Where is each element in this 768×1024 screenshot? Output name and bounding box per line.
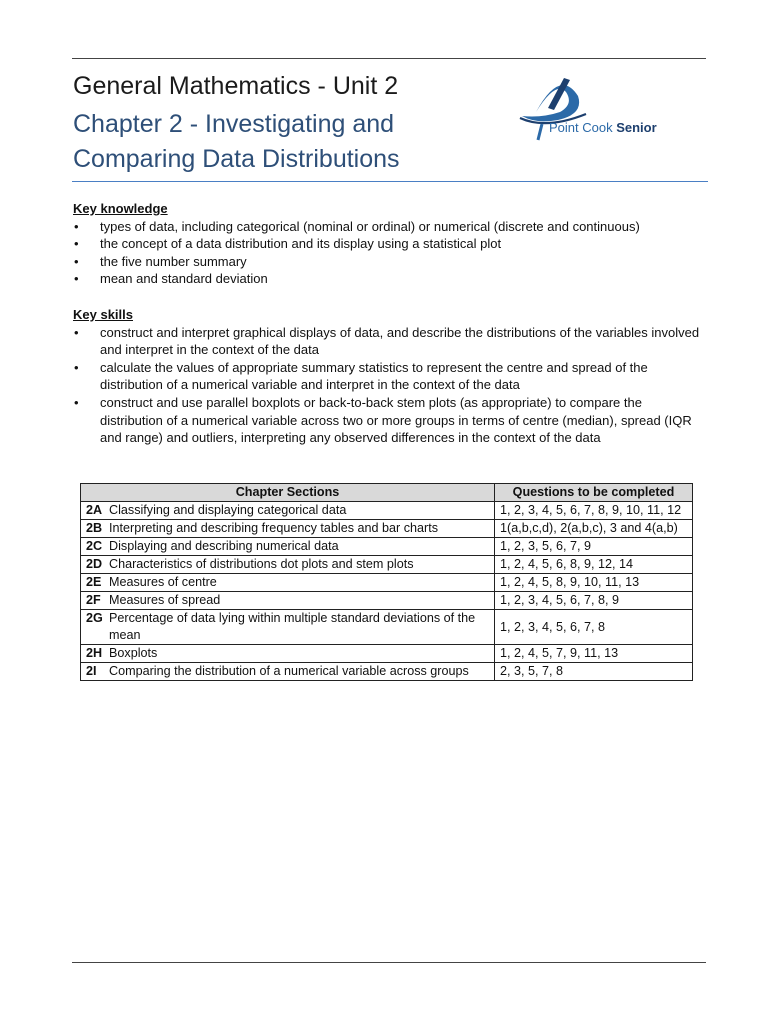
logo-text-secondary: Senior <box>616 120 657 135</box>
column-header-questions: Questions to be completed <box>495 484 693 502</box>
key-skills-section <box>73 306 703 447</box>
section-name: Boxplots <box>109 646 158 660</box>
chapter-sections-table <box>80 483 693 681</box>
table-row <box>81 574 693 592</box>
section-code: 2B <box>86 521 103 535</box>
questions-cell: 1, 2, 3, 4, 5, 6, 7, 8, 9 <box>495 592 693 610</box>
key-knowledge-heading: Key knowledge <box>73 201 168 216</box>
table-header-row <box>81 484 693 502</box>
section-code: 2D <box>86 557 103 571</box>
key-skills-list <box>73 324 703 447</box>
section-code: 2A <box>86 503 103 517</box>
section-name: Displaying and describing numerical data <box>109 539 339 553</box>
section-cell <box>81 574 495 592</box>
table-row <box>81 520 693 538</box>
section-code: 2E <box>86 575 102 589</box>
list-item: • the five number summary <box>73 253 703 271</box>
table-row <box>81 502 693 520</box>
section-name: Percentage of data lying within multiple standard deviations of the mean <box>109 611 476 642</box>
section-code: 2H <box>86 646 103 660</box>
section-code: 2I <box>86 664 97 678</box>
school-logo-icon <box>516 74 696 152</box>
section-code: 2F <box>86 593 101 607</box>
section-cell <box>81 520 495 538</box>
header-divider <box>72 181 708 182</box>
key-knowledge-section <box>73 200 703 288</box>
chapter-subtitle-line-1: Chapter 2 - Investigating and <box>73 110 395 138</box>
section-code: 2G <box>86 611 103 625</box>
section-name: Measures of spread <box>109 593 221 607</box>
section-code: 2C <box>86 539 103 553</box>
list-item: • construct and use parallel boxplots or back-to-back stem plots (as appropriate) to compare the distribution of a numerical variable across two or more groups in terms of centre (median), spread (IQR and range) and outliers, interpreting any observed differences in the context of the data <box>73 394 703 447</box>
questions-cell: 1, 2, 4, 5, 7, 9, 11, 13 <box>495 645 693 663</box>
list-item: • the concept of a data distribution and its display using a statistical plot <box>73 235 703 253</box>
questions-cell: 1, 2, 4, 5, 8, 9, 10, 11, 13 <box>495 574 693 592</box>
section-cell <box>81 502 495 520</box>
bottom-rule <box>72 962 706 963</box>
questions-cell: 1, 2, 3, 4, 5, 6, 7, 8, 9, 10, 11, 12 <box>495 502 693 520</box>
list-item: • mean and standard deviation <box>73 270 703 288</box>
section-cell <box>81 663 495 681</box>
document-title: General Mathematics - Unit 2 <box>73 72 399 100</box>
questions-cell: 1, 2, 3, 5, 6, 7, 9 <box>495 538 693 556</box>
table-row <box>81 610 693 645</box>
list-item: • construct and interpret graphical displays of data, and describe the distributions of the variables involved and interpret in the context of the data <box>73 324 703 359</box>
list-item: • calculate the values of appropriate summary statistics to represent the centre and spread of the distribution of a numerical variable and interpret in the context of the data <box>73 359 703 394</box>
section-name: Classifying and displaying categorical data <box>109 503 347 517</box>
questions-cell: 1, 2, 4, 5, 6, 8, 9, 12, 14 <box>495 556 693 574</box>
questions-cell: 1(a,b,c,d), 2(a,b,c), 3 and 4(a,b) <box>495 520 693 538</box>
column-header-sections: Chapter Sections <box>81 484 495 502</box>
chapter-subtitle <box>73 107 400 177</box>
school-logo-text <box>549 120 657 135</box>
key-knowledge-list <box>73 218 703 288</box>
table-row <box>81 663 693 681</box>
section-name: Comparing the distribution of a numerical variable across groups <box>109 664 469 678</box>
section-cell <box>81 556 495 574</box>
section-cell <box>81 645 495 663</box>
list-item: • types of data, including categorical (nominal or ordinal) or numerical (discrete and continuous) <box>73 218 703 236</box>
table-row <box>81 645 693 663</box>
section-name: Characteristics of distributions dot plots and stem plots <box>109 557 414 571</box>
table-row <box>81 556 693 574</box>
logo-text-primary: Point Cook <box>549 120 613 135</box>
table-row <box>81 538 693 556</box>
table-row <box>81 592 693 610</box>
top-rule <box>72 58 706 59</box>
key-skills-heading: Key skills <box>73 307 133 322</box>
section-cell <box>81 610 495 645</box>
section-cell <box>81 538 495 556</box>
section-name: Interpreting and describing frequency tables and bar charts <box>109 521 439 535</box>
questions-cell: 1, 2, 3, 4, 5, 6, 7, 8 <box>495 610 693 645</box>
section-cell <box>81 592 495 610</box>
chapter-subtitle-line-2: Comparing Data Distributions <box>73 145 400 173</box>
questions-cell: 2, 3, 5, 7, 8 <box>495 663 693 681</box>
section-name: Measures of centre <box>109 575 217 589</box>
